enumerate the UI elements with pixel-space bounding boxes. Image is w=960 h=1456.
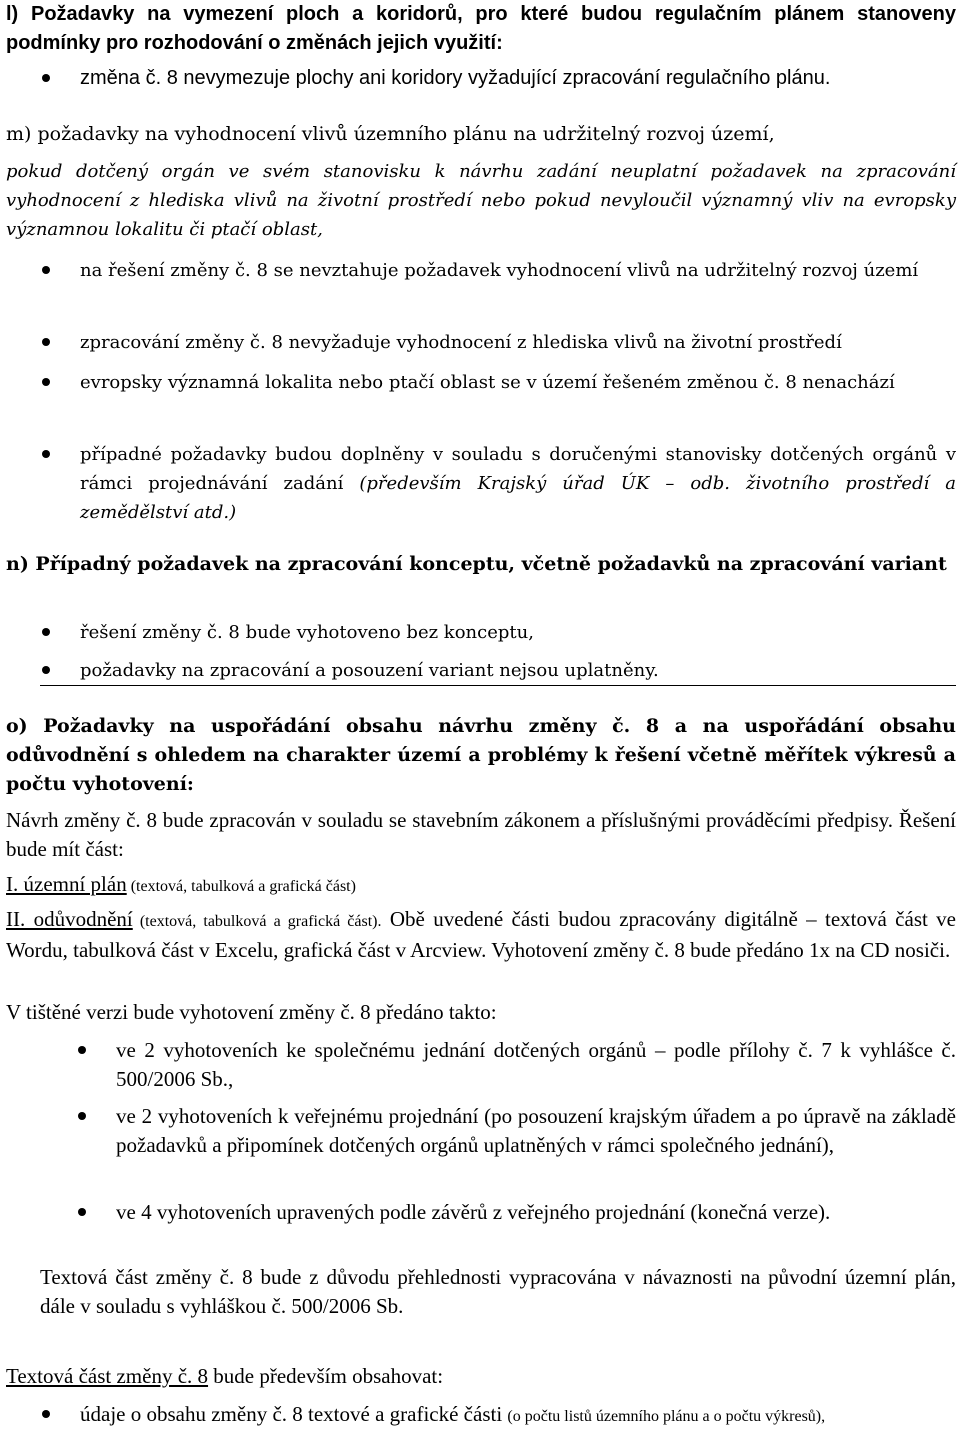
part-1-label: I. územní plán [6,872,127,896]
part-2-note: (textová, tabulková a grafická část). [132,913,382,930]
section-m-heading: m) požadavky na vyhodnocení vlivů územního plánu na udržitelný rozvoj území, [6,123,775,145]
bullet-icon [42,1410,50,1418]
bullet-icon [42,628,50,636]
bullet-icon [42,266,50,274]
bullet-icon [78,1046,86,1054]
section-m-bullet-4-italic: (především Krajský úřad ÚK – odb. životního prostředí a zemědělství atd.) [80,473,956,523]
section-o-para1: Návrh změny č. 8 bude zpracován v souladu se stavebním zákonem a příslušnými prováděcími předpisy. Řešení bude mít část: [6,808,956,861]
bullet-icon [42,450,50,458]
section-m-bullet-3: evropsky významná lokalita nebo ptačí oblast se v území řešeném změnou č. 8 nenachází [80,372,895,393]
bullet-icon [42,378,50,386]
bullet-icon [42,74,50,82]
content-heading-rest: bude především obsahovat: [208,1364,444,1388]
section-n-heading: n) Případný požadavek na zpracování konceptu, včetně požadavků na zpracování variant [6,553,947,575]
part-1-note: (textová, tabulková a grafická část) [126,878,356,895]
section-m-intro: pokud dotčený orgán ve svém stanovisku k návrhu zadání neuplatní požadavek na zpracování vyhodnocení z hlediska vlivů na životní prostředí nebo pokud nevyloučil významný vliv na evropsky významnou lokalitu či ptačí oblast, [6,161,956,240]
section-l-bullet: změna č. 8 nevymezuje plochy ani koridory vyžadující zpracování regulačního plánu. [80,67,831,89]
content-heading: Textová část změny č. 8 [6,1364,209,1388]
content-bullet [80,1400,956,1431]
printed-intro: V tištěné verzi bude vyhotovení změny č. 8 předáno takto: [6,1000,497,1024]
printed-bullet-3: ve 4 vyhotoveních upravených podle závěrů z veřejného projednání (konečná verze). [116,1200,831,1224]
part-1-line [6,870,956,901]
printed-bullet-2: ve 2 vyhotoveních k veřejnému projednání (po posouzení krajským úřadem a po úpravě na základě požadavků a připomínek dotčených orgánů uplatněných v rámci společného jednání), [116,1104,956,1157]
content-bullet-text: údaje o obsahu změny č. 8 textové a grafické části [80,1402,508,1426]
part-2-paragraph [6,905,956,965]
printed-bullet-1: ve 2 vyhotoveních ke společnému jednání dotčených orgánů – podle přílohy č. 7 k vyhlášce č. 500/2006 Sb., [116,1038,956,1091]
section-m-bullet-4-text: případné požadavky budou doplněny v souladu s doručenými stanovisky dotčených orgánů v rámci projednávání zadání [80,444,956,494]
content-bullet-note: (o počtu listů územního plánu a o počtu výkresů), [507,1408,826,1425]
section-o-para2: Textová část změny č. 8 bude z důvodu přehlednosti vypracována v návaznosti na původní územní plán, dále v souladu s vyhláškou č. 500/2006 Sb. [40,1265,956,1318]
divider-line [40,685,956,686]
part-2-text: Obě uvedené části budou zpracovány digitálně – textová část ve Wordu, tabulková část v Excelu, grafická část v Arcview. Vyhotovení změny č. 8 bude předáno 1x na CD nosiči. [6,907,956,962]
section-m-bullet-4 [80,440,956,527]
section-n-bullet-1: řešení změny č. 8 bude vyhotoveno bez konceptu, [80,622,534,643]
content-heading-line [6,1362,956,1391]
section-l-heading: l) Požadavky na vymezení ploch a koridorů, pro které budou regulačním plánem stanoveny podmínky pro rozhodování o změnách jejich využití: [6,3,956,54]
bullet-icon [78,1208,86,1216]
section-m-bullet-1: na řešení změny č. 8 se nevztahuje požadavek vyhodnocení vlivů na udržitelný rozvoj území [80,260,919,281]
section-n-bullet-2: požadavky na zpracování a posouzení variant nejsou uplatněny. [80,660,659,681]
bullet-icon [42,666,50,674]
section-m-bullet-2: zpracování změny č. 8 nevyžaduje vyhodnocení z hlediska vlivů na životní prostředí [80,332,842,353]
part-2-label: II. odůvodnění [6,907,133,931]
bullet-icon [42,338,50,346]
section-o-heading: o) Požadavky na uspořádání obsahu návrhu změny č. 8 a na uspořádání obsahu odůvodnění s ohledem na charakter území a problémy k řešení včetně měřítek výkresů a počtu vyhotovení: [6,715,956,795]
bullet-icon [78,1112,86,1120]
